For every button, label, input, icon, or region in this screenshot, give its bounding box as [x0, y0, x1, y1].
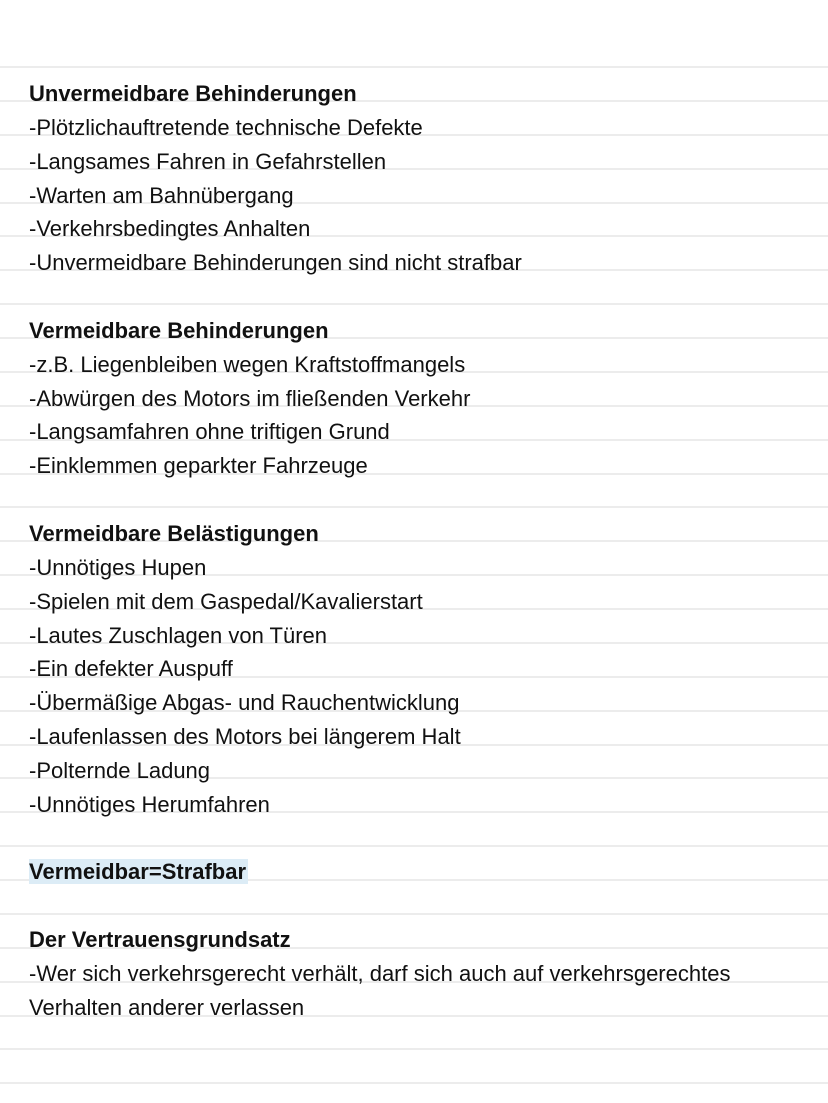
section-heading: Vermeidbare Behinderungen [29, 317, 329, 343]
section-heading: Unvermeidbare Behinderungen [29, 81, 357, 106]
list-item: -Langsamfahren ohne triftigen Grund [29, 419, 390, 445]
blank-line [29, 889, 809, 923]
list-item: -Unnötiges Hupen [29, 554, 207, 580]
blank-line [29, 280, 809, 314]
highlighted-rule: Vermeidbar=Strafbar [29, 859, 247, 885]
section-heading: Vermeidbare Belästigungen [29, 520, 319, 546]
note-content[interactable] [29, 77, 809, 1025]
blank-line [29, 822, 809, 856]
list-item: -Warten am Bahnübergang [29, 182, 294, 208]
list-item: -Polternde Ladung [29, 757, 211, 783]
list-item: -Unnötiges Herumfahren [29, 791, 270, 817]
list-item: -Langsames Fahren in Gefahrstellen [29, 148, 387, 174]
list-item: -Einklemmen geparkter Fahrzeuge [29, 453, 368, 479]
list-item: -Ein defekter Auspuff [29, 656, 233, 682]
list-item: -Laufenlassen des Motors bei längerem Halt [29, 724, 461, 750]
list-item: -Verkehrsbedingtes Anhalten [29, 216, 311, 242]
list-item: -Lautes Zuschlagen von Türen [29, 622, 327, 648]
list-item: -Übermäßige Abgas- und Rauchentwicklung [29, 690, 460, 716]
list-item: -Unvermeidbare Behinderungen sind nicht strafbar [29, 250, 522, 276]
list-item: -Spielen mit dem Gaspedal/Kavalierstart [29, 588, 423, 614]
list-item: -Abwürgen des Motors im fließenden Verkehr [29, 385, 471, 411]
highlighted-rule-row [29, 855, 809, 889]
paragraph-line: -Wer sich verkehrsgerecht verhält, darf sich auch auf verkehrsgerechtes [29, 960, 731, 986]
blank-line [29, 483, 809, 517]
list-item: -z.B. Liegenbleiben wegen Kraftstoffmangels [29, 351, 466, 377]
paragraph-line: Verhalten anderer verlassen [29, 994, 305, 1020]
list-item: -Plötzlichauftretende technische Defekte [29, 114, 423, 140]
section-heading: Der Vertrauensgrundsatz [29, 927, 291, 953]
